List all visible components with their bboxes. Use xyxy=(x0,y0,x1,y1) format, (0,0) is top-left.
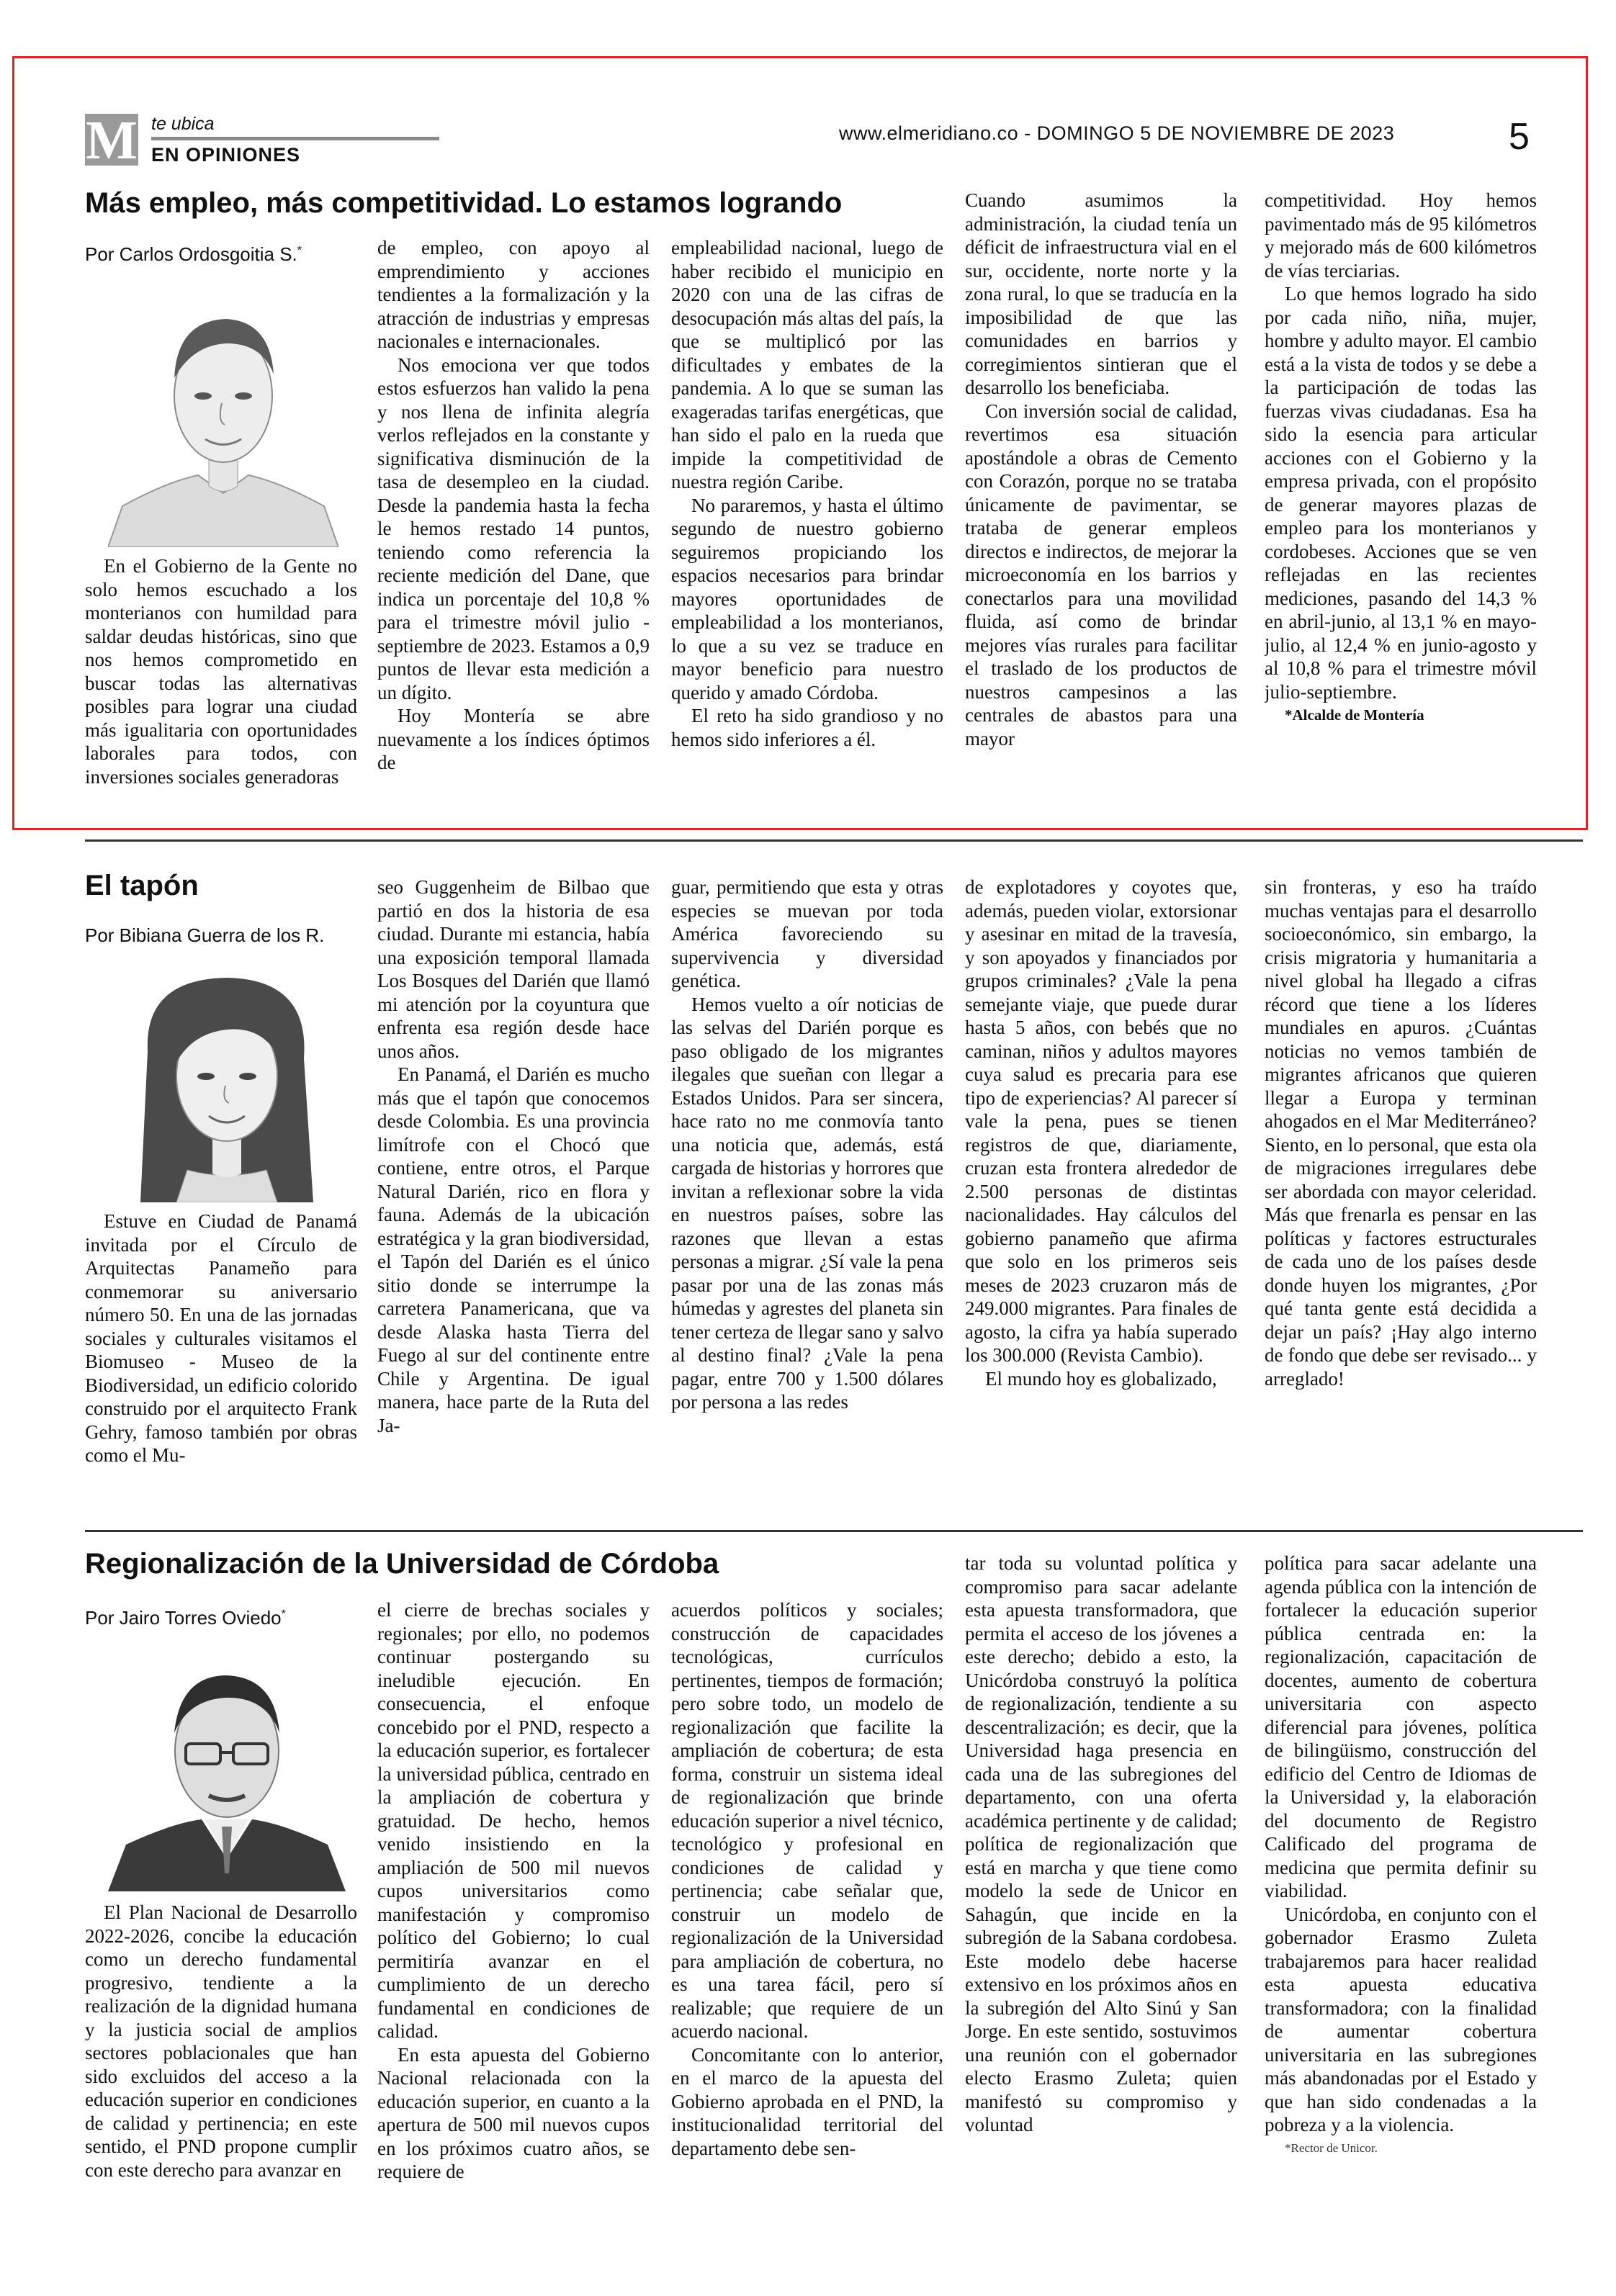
article1-column-2 xyxy=(377,236,650,824)
paragraph: de explotadores y coyotes que, además, pueden violar, extorsionar y asesinar en mitad de la travesía, y son apoyados y financiados por grupos criminales? ¿Vale la pena semejante viaje, que puede durar hasta 5 años, con bebés que no caminan, niños y adultos mayores cuya salud es precaria para ese tipo de experiencias? Al parecer sí vale la pena, pues se tienen registros de que, diariamente, cruzan esta frontera alrededor de 2.500 personas de distintas nacionalidades. Hay cálculos del gobierno panameño que afirma que solo en los primeros seis meses de 2023 cruzaron más de 249.000 migrantes. Para finales de agosto, la cifra ya había superado los 300.000 (Revista Cambio). xyxy=(965,876,1237,1366)
paragraph: política para sacar adelante una agenda pública con la intención de fortalecer la educación superior pública centrada en: la regionalización, capacitación de docentes, aumento de cobertura universitaria con aspecto diferencial para jóvenes, política de bilingüismo, construcción del edificio del Centro de Idiomas de la Universidad y, la elaboración del documento de Registro Calificado del programa de medicina que permita definir su viabilidad. xyxy=(1265,1552,1537,1901)
paragraph: guar, permitiendo que esta y otras especies se muevan por toda América favoreciendo su supervivencia y diversidad genética. xyxy=(671,876,943,991)
byline-mark: * xyxy=(297,244,302,257)
section-name: EN OPINIONES xyxy=(151,144,301,166)
article-divider xyxy=(85,839,1583,842)
paragraph: En Panamá, el Darién es mucho más que el tapón que conocemos desde Colombia. Es una provincia limítrofe con el Chocó que contiene, entre otros, el Parque Natural Darién, rico en flora y fauna. Además de la ubicación estratégica y la gran biodiversidad, el Tapón del Darién es el único sitio donde se interrumpe la carretera Panamericana, que va desde Alaska hasta Tierra del Fuego al sur del continente entre Chile y Argentina. De igual manera, hace parte de la Ruta del Ja- xyxy=(377,1063,650,1436)
paragraph: En esta apuesta del Gobierno Nacional relacionada con la educación superior, en cuanto a la apertura de 500 mil nuevos cupos en los próximos cuatro años, se requiere de xyxy=(377,2043,650,2182)
article2-headline: El tapón xyxy=(85,870,199,901)
section-rule xyxy=(151,137,439,140)
paragraph: Estuve en Ciudad de Panamá invitada por el Círculo de Arquitectas Panameño para conmemorar su aniversario número 50. En una de las jornadas sociales y culturales visitamos el Biomuseo - Museo de la Biodiversidad, un edificio colorido construido por el arquitecto Frank Gehry, famoso también por obras como el Mu- xyxy=(85,1210,357,1466)
article2-column-1 xyxy=(85,1210,357,1519)
author-photo-jairo xyxy=(108,1643,346,1891)
author-photo-carlos xyxy=(108,277,338,547)
article1-column-5 xyxy=(1265,189,1537,824)
article3-headline: Regionalización de la Universidad de Córdoba xyxy=(85,1548,719,1580)
byline-mark: * xyxy=(281,1608,286,1621)
paragraph: Nos emociona ver que todos estos esfuerzos han valido la pena y nos llena de infinita alegría verlos reflejados en la constante y significativa disminución de la tasa de desempleo en la ciudad. Desde la pandemia hasta la fecha le hemos restado 14 puntos, teniendo como referencia la reciente medición del Dane, que indica un porcentaje del 10,8 % para el trimestre móvil julio - septiembre de 2023. Estamos a 0,9 puntos de llevar esta medición a un dígito. xyxy=(377,354,650,703)
paragraph: Hoy Montería se abre nuevamente a los índices óptimos de xyxy=(377,705,650,773)
article3-column-1 xyxy=(85,1901,357,2210)
paragraph: El Plan Nacional de Desarrollo 2022-2026, concibe la educación como un derecho fundamental progresivo, tendiente a la realización de la dignidad humana y la justicia social de amplios sectores poblacionales que han sido excluidos del acceso a la educación superior en condiciones de calidad y pertinencia; en este sentido, el PND propone cumplir con este derecho para avanzar en xyxy=(85,1901,357,2181)
article1-headline: Más empleo, más competitividad. Lo estamos logrando xyxy=(85,187,843,219)
article1-column-1 xyxy=(85,554,357,824)
dateline: www.elmeridiano.co - DOMINGO 5 DE NOVIEMBRE DE 2023 xyxy=(839,122,1395,144)
article2-column-3 xyxy=(671,875,943,1519)
paragraph: acuerdos políticos y sociales; construcción de capacidades tecnológicas, currículos pertinentes, tiempos de formación; pero sobre todo, un modelo de regionalización que facilite la ampliación de cobertura; de esta forma, construir un sistema ideal de regionalización que brinde educación superior a nivel técnico, tecnológico y profesional en condiciones de calidad y pertinencia; cabe señalar que, construir un modelo de regionalización de la Universidad para ampliación de cobertura, no es una tarea fácil, pero sí realizable; que requiere de un acuerdo nacional. xyxy=(671,1599,943,2042)
paragraph: Con inversión social de calidad, revertimos esa situación apostándole a obras de Cemento con Corazón, porque no se trataba únicamente de pavimentar, se trataba de generar empleos directos e indirectos, de mejorar la microeconomía en los barrios y conectarlos para una movilidad fluida, así como de brindar mejores vías rurales para facilitar el traslado de los productos de nuestros campesinos a las centrales de abastos para una mayor xyxy=(965,400,1237,749)
el-meridiano-logo xyxy=(85,114,138,166)
article3-column-4 xyxy=(965,1552,1237,2210)
article1-column-4 xyxy=(965,189,1237,824)
article2-column-2 xyxy=(377,875,650,1519)
paragraph: sin fronteras, y eso ha traído muchas ventajas para el desarrollo socioeconómico, sin embargo, la crisis migratoria y humanitaria a nivel global ha llegado a cifras récord que tiene a los líderes mundiales en apuros. ¿Cuántas noticias no vemos también de migrantes africanos que quieren llegar a Europa y terminan ahogados en el Mar Mediterráneo? Siento, en lo personal, que esta ola de migraciones irregulares debe ser abordada con mayor celeridad. Más que frenarla es pensar en las políticas y factores estructurales de cada uno de los países desde donde huyen los migrantes, ¿Por qué tanta gente está decidida a dejar un país? ¡Hay algo interno de fondo que debe ser revisado... y arreglado! xyxy=(1265,876,1537,1390)
article2-byline: Por Bibiana Guerra de los R. xyxy=(85,924,325,946)
paragraph: tar toda su voluntad política y compromiso para sacar adelante esta apuesta transformadora, que permita el acceso de los jóvenes a este derecho; debido a esto, la Unicórdoba construyó la política de regionalización, tendiente a su descentralización; es decir, que la Universidad haga presencia en cada una de las subregiones del departamento, con una oferta académica pertinente y de calidad; política de regionalización que está en marcha y que tiene como modelo la sede de Unicor en Sahagún, que incide en la subregión de la Sabana cordobesa. Este modelo debe hacerse extensivo en los próximos años en la subregión del Alto Sinú y San Jorge. En este sentido, sostuvimos una reunión con el gobernador electo Erasmo Zuleta; quien manifestó su compromiso y voluntad xyxy=(965,1552,1237,2135)
paragraph: Lo que hemos logrado ha sido por cada niño, niña, mujer, hombre y adulto mayor. El cambio está a la vista de todos y se debe a la participación de todas las fuerzas vivas ciudadanas. Esa ha sido la esencia para articular acciones con el Gobierno y la empresa privada, con el propósito de generar mayores plazas de empleo para los monterianos y cordobeses. Acciones que se ven reflejadas en las recientes mediciones, pasando del 14,3 % en abril-junio, al 13,1 % en mayo-julio, al 12,4 % en junio-agosto y al 10,8 % para el trimestre móvil julio-septiembre. xyxy=(1265,283,1537,703)
article3-byline: Por Jairo Torres Oviedo* xyxy=(85,1607,286,1629)
paragraph: Cuando asumimos la administración, la ciudad tenía un déficit de infraestructura vial en el sur, occidente, norte norte y la zona rural, lo que se traducía en la imposibilidad de que las comunidades en barrios y corregimientos sintieran que el desarrollo los beneficiaba. xyxy=(965,189,1237,398)
paragraph: El mundo hoy es globalizado, xyxy=(985,1367,1217,1390)
article-divider xyxy=(85,1530,1583,1532)
paragraph: el cierre de brechas sociales y regionales; por ello, no podemos continuar postergando su ineludible ejecución. En consecuencia, el enfoque concebido por el PND, respecto a la educación superior, es fortalecer la universidad pública, centrado en la ampliación de cobertura y gratuidad. De hecho, hemos venido insistiendo en la ampliación de 500 mil nuevos cupos universitarios como manifestación y compromiso político del Gobierno; lo cual permitiría avanzar en el cumplimiento de un derecho fundamental en condiciones de calidad. xyxy=(377,1599,650,2042)
logo-letter: M xyxy=(86,114,138,166)
article1-column-3 xyxy=(671,236,943,824)
paragraph: empleabilidad nacional, luego de haber recibido el municipio en 2020 con una de las cifras de desocupación más altas del país, la que se multiplicó por las dificultades y embates de la pandemia. A lo que se suman las exageradas tarifas energéticas, que han sido el palo en la rueda que impide la competitividad de nuestra región Caribe. xyxy=(671,237,943,492)
article2-column-4 xyxy=(965,875,1237,1519)
paragraph: Concomitante con lo anterior, en el marco de la apuesta del Gobierno aprobada en el PND, la institucionalidad territorial del departamento debe sen- xyxy=(671,2043,943,2159)
author-photo-bibiana xyxy=(108,965,346,1202)
article1-byline: Por Carlos Ordosgoitia S.* xyxy=(85,243,302,265)
article3-column-3 xyxy=(671,1598,943,2210)
paragraph: Hemos vuelto a oír noticias de las selvas del Darién porque es paso obligado de los migrantes ilegales que sueñan con llegar a Estados Unidos. Para ser sincera, hace rato no me conmovía tanto una noticia que, además, está cargada de historias y horrores que invitan a reflexionar sobre la vida en nuestros países, sobre las razones que llevan a estas personas a migrar. ¿Sí vale la pena pasar por una de las zonas más húmedas y agrestes del planeta sin tener certeza de llegar sano y salvo al destino final? ¿Vale la pena pagar, entre 700 y 1.500 dólares por persona a las redes xyxy=(671,993,943,1413)
paragraph: de empleo, con apoyo al emprendimiento y acciones tendientes a la formalización y la atracción de industrias y empresas nacionales e internacionales. xyxy=(377,237,650,352)
section-tagline: te ubica xyxy=(151,114,215,134)
article3-column-5 xyxy=(1265,1552,1537,2210)
page-number: 5 xyxy=(1509,116,1530,158)
article3-column-2 xyxy=(377,1598,650,2210)
paragraph: competitividad. Hoy hemos pavimentado más de 95 kilómetros y mejorado más de 600 kilómetros de vías terciarias. xyxy=(1265,189,1537,282)
article2-column-5 xyxy=(1265,875,1537,1519)
author-signature: *Alcalde de Montería xyxy=(1285,706,1424,724)
paragraph: En el Gobierno de la Gente no solo hemos escuchado a los monterianos con humildad para saldar deudas históricas, sino que nos hemos comprometido en buscar todas las alternativas posibles para lograr una ciudad más igualitaria con oportunidades laborales para todos, con inversiones sociales generadoras xyxy=(85,555,357,788)
paragraph: Unicórdoba, en conjunto con el gobernador Erasmo Zuleta trabajaremos para hacer realidad esta apuesta educativa transformadora; con la finalidad de aumentar cobertura universitaria en las subregiones más abandonadas por el Estado y que han sido condenadas a la pobreza y a la violencia. xyxy=(1265,1903,1537,2135)
paragraph: No pararemos, y hasta el último segundo de nuestro gobierno seguiremos propiciando los espacios necesarios para brindar mayores oportunidades de empleabilidad a los monterianos, lo que a su vez se traduce en mayor beneficio para nuestro querido y amado Córdoba. xyxy=(671,494,943,703)
paragraph: El reto ha sido grandioso y no hemos sido inferiores a él. xyxy=(671,705,943,750)
paragraph: seo Guggenheim de Bilbao que partió en dos la historia de esa ciudad. Durante mi estancia, había una exposición temporal llamada Los Bosques del Darién que llamó mi atención por la coyuntura que enfrenta esa región desde hace unos años. xyxy=(377,876,650,1062)
author-footnote: *Rector de Unicor. xyxy=(1285,2140,1378,2155)
